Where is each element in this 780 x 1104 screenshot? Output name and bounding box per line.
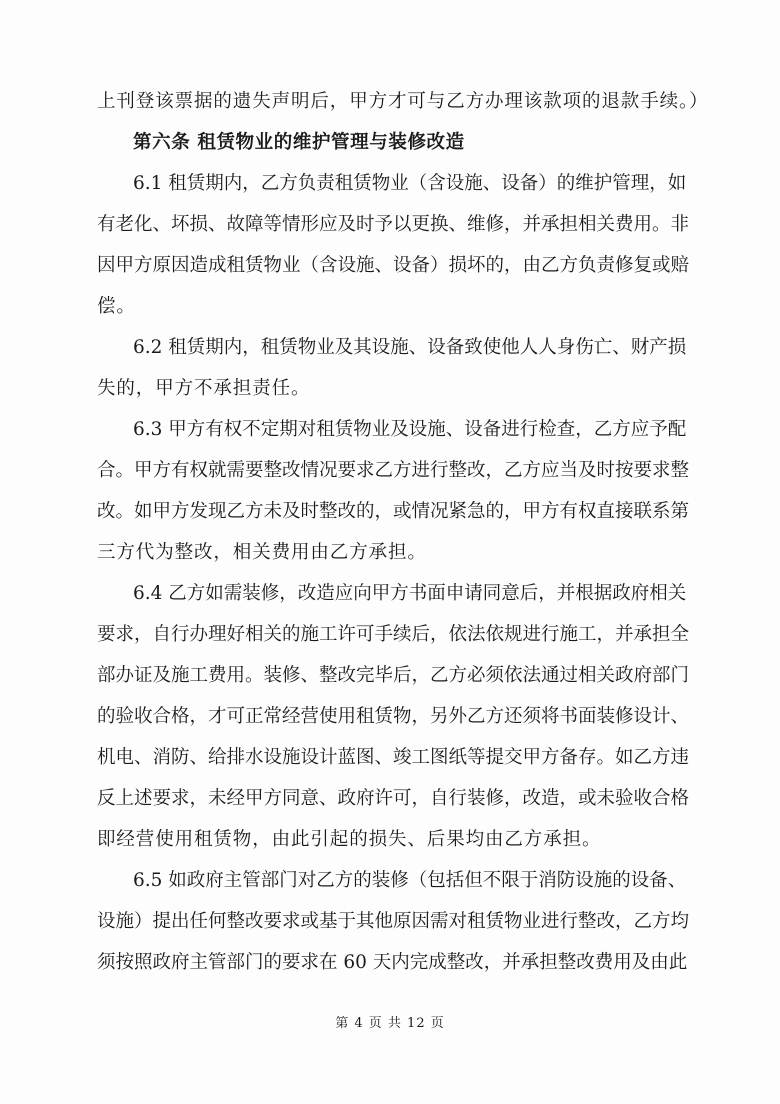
- page-number: 第 4 页 共 12 页: [335, 1016, 445, 1031]
- text-line: 要求，自行办理好相关的施工许可手续后，依法依规进行施工，并承担全: [97, 624, 690, 645]
- section-heading: 第六条 租赁物业的维护管理与装修改造: [133, 132, 465, 153]
- text-line: 6.2 租赁期内，租赁物业及其设施、设备致使他人人身伤亡、财产损: [133, 337, 687, 358]
- text-line: 6.1 租赁期内，乙方负责租赁物业（含设施、设备）的维护管理，如: [133, 173, 687, 194]
- text-line: 6.3 甲方有权不定期对租赁物业及设施、设备进行检查，乙方应予配: [133, 419, 687, 440]
- text-line: 即经营使用租赁物，由此引起的损失、后果均由乙方承担。: [97, 829, 602, 850]
- text-line: 上刊登该票据的遗失声明后，甲方才可与乙方办理该款项的退款手续。）: [97, 91, 709, 112]
- text-line: 偿。: [97, 296, 136, 317]
- text-line: 须按照政府主管部门的要求在 60 天内完成整改，并承担整改费用及由此: [97, 952, 688, 973]
- text-line: 改。如甲方发现乙方未及时整改的，或情况紧急的，甲方有权直接联系第: [97, 501, 690, 522]
- text-line: 6.4 乙方如需装修，改造应向甲方书面申请同意后，并根据政府相关: [133, 583, 687, 604]
- text-line: 的验收合格，才可正常经营使用租赁物，另外乙方还须将书面装修设计、: [97, 706, 690, 727]
- text-line: 有老化、坏损、故障等情形应及时予以更换、维修，并承担相关费用。非: [97, 214, 690, 235]
- text-line: 因甲方原因造成租赁物业（含设施、设备）损坏的，由乙方负责修复或赔: [97, 255, 690, 276]
- text-line: 部办证及施工费用。装修、整改完毕后，乙方必须依法通过相关政府部门: [97, 665, 690, 686]
- text-line: 6.5 如政府主管部门对乙方的装修（包括但不限于消防设施的设备、: [133, 870, 687, 891]
- text-line: 三方代为整改，相关费用由乙方承担。: [97, 542, 427, 563]
- text-line: 失的，甲方不承担责任。: [97, 378, 311, 399]
- text-line: 合。甲方有权就需要整改情况要求乙方进行整改，乙方应当及时按要求整: [97, 460, 690, 481]
- text-line: 机电、消防、给排水设施设计蓝图、竣工图纸等提交甲方备存。如乙方违: [97, 747, 690, 768]
- text-line: 反上述要求，未经甲方同意、政府许可，自行装修，改造，或未验收合格: [97, 788, 690, 809]
- text-line: 设施）提出任何整改要求或基于其他原因需对租赁物业进行整改，乙方均: [97, 911, 690, 932]
